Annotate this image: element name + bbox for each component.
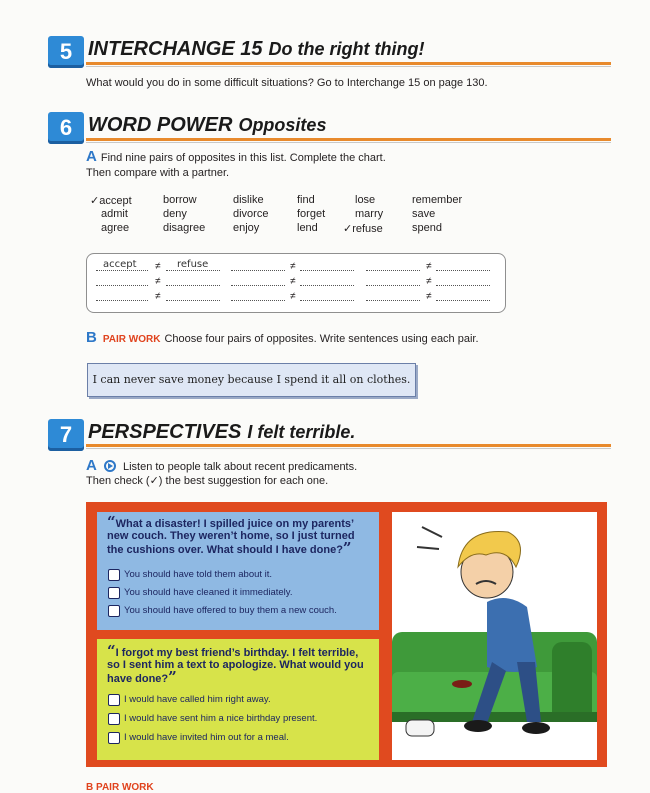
section-6-rule-shadow [86,142,611,143]
pair-work-label: PAIR WORK [102,334,161,345]
chart-blank[interactable] [300,270,354,271]
option-1-1: You should have told them about it. [124,569,273,580]
section-6-a-line1: Find nine pairs of opposites in this list. Complete the chart. [100,152,386,164]
chart-blank[interactable] [300,285,354,286]
example-sentence: I can never save money because I spend it all on clothes. [87,363,416,397]
checkbox[interactable] [108,713,120,725]
section-6-number: 6 [48,112,84,144]
couch-illustration-svg [392,512,597,760]
quote-2 [107,642,367,686]
word-remember: remember [412,194,463,206]
word-spend: spend [412,222,442,234]
couch-arm [552,642,592,722]
word-lend: lend [297,222,318,234]
word-enjoy: enjoy [233,222,260,234]
word-find: find [297,194,315,206]
chart-blank[interactable] [166,285,220,286]
section-5-heading [88,38,424,61]
quote-2-text: I forgot my best friend’s birthday. I felt terrible, so I sent him a text to apologize. What would you have done? [107,647,364,685]
chart-blank[interactable] [366,270,420,271]
checkbox[interactable] [108,605,120,617]
section-5-rule-shadow [86,66,611,67]
section-7-b-pair: PAIR WORK [96,782,154,793]
word-agree: agree [101,222,130,234]
quote-1-text: What a disaster! I spilled juice on my parents’ new couch. They weren’t home, so I just turned the cushions over. What should I have done? [107,518,355,556]
word-divorce: divorce [233,208,269,220]
section-7-a-instruction [86,459,357,474]
section-6-subtitle: Opposites [238,115,327,135]
word-accept: ✓accept [90,195,132,207]
chart-blank[interactable] [366,300,420,301]
checkbox[interactable] [108,732,120,744]
section-7-a-line1: Listen to people talk about recent predicaments. [122,461,358,473]
not-equal-sign: ≠ [155,261,161,272]
section-6-heading [88,114,326,137]
quote-1-close: ” [342,539,352,557]
illustration-spilled-couch [392,512,597,760]
option-1-2: You should have cleaned it immediately. [124,587,293,598]
not-equal-sign: ≠ [426,291,432,302]
not-equal-sign: ≠ [426,261,432,272]
not-equal-sign: ≠ [155,276,161,287]
chart-blank[interactable] [96,300,148,301]
option-2-2: I would have sent him a nice birthday present. [124,713,318,724]
option-2-3: I would have invited him out for a meal. [124,732,289,743]
quote-1-open: “ [107,513,116,531]
chart-answer-refuse: refuse [177,259,209,270]
section-7-number: 7 [48,419,84,451]
checkbox[interactable] [108,587,120,599]
word-borrow: borrow [163,194,197,206]
audio-icon[interactable] [104,460,116,472]
chart-blank[interactable] [436,285,490,286]
stress-lines [417,527,442,549]
section-6-a-label: A [86,148,97,165]
word-save: save [412,208,436,220]
person-shirt [487,598,537,672]
checkbox[interactable] [108,694,120,706]
quote-1 [107,513,372,557]
not-equal-sign: ≠ [290,276,296,287]
option-2-1: I would have called him right away. [124,694,271,705]
section-5-number: 5 [48,36,84,68]
not-equal-sign: ≠ [290,291,296,302]
section-5-body: What would you do in some difficult situations? Go to Interchange 15 on page 130. [86,77,488,89]
section-7-rule-shadow [86,448,611,449]
word-dislike: dislike [233,194,264,206]
section-7-title: PERSPECTIVES [88,421,242,443]
word-refuse: ✓refuse [343,223,383,235]
chart-blank[interactable] [231,300,285,301]
section-7-a-label: A [86,457,97,474]
word-forget: forget [297,208,326,220]
chart-blank[interactable] [436,270,490,271]
not-equal-sign: ≠ [155,291,161,302]
chart-blank[interactable] [366,285,420,286]
juice-stain [452,680,472,688]
section-6-b-text: Choose four pairs of opposites. Write sentences using each pair. [164,333,479,345]
section-6-a-instruction [86,150,386,165]
shoe-right [522,722,550,734]
quote-2-open: “ [107,642,116,660]
section-7-a-line2: Then check (✓) the best suggestion for each one. [86,475,329,487]
word-deny: deny [163,208,187,220]
chart-blank[interactable] [300,300,354,301]
word-disagree: disagree [163,222,206,234]
section-7-subtitle: I felt terrible. [247,422,356,442]
section-5-rule [86,62,611,65]
not-equal-sign: ≠ [290,261,296,272]
chart-blank[interactable] [436,300,490,301]
word-admit: admit [101,208,128,220]
section-7-b-partial [86,782,154,793]
section-6-rule [86,138,611,141]
section-6-b-instruction [86,331,479,347]
shoe-left [464,720,492,732]
opposites-chart [86,253,506,313]
chart-blank[interactable] [166,270,220,271]
chart-blank[interactable] [231,285,285,286]
chart-blank[interactable] [96,270,148,271]
checkbox[interactable] [108,569,120,581]
chart-blank[interactable] [166,300,220,301]
not-equal-sign: ≠ [426,276,432,287]
word-marry: marry [355,208,384,220]
section-5-title: INTERCHANGE 15 [88,38,263,60]
word-lose: lose [355,194,376,206]
quote-2-close: ” [168,668,177,686]
section-6-b-label: B [86,329,97,346]
chart-answer-accept: accept [103,259,137,270]
section-6-a-line2: Then compare with a partner. [86,167,230,179]
section-7-heading [88,421,355,444]
chart-blank[interactable] [231,270,285,271]
chart-blank[interactable] [96,285,148,286]
section-6-title: WORD POWER [88,114,233,136]
section-5-subtitle: Do the right thing! [268,39,425,59]
section-7-b-label: B [86,782,94,793]
option-1-3: You should have offered to buy them a new couch. [124,605,337,616]
tipped-glass [406,720,434,736]
section-7-rule [86,444,611,447]
